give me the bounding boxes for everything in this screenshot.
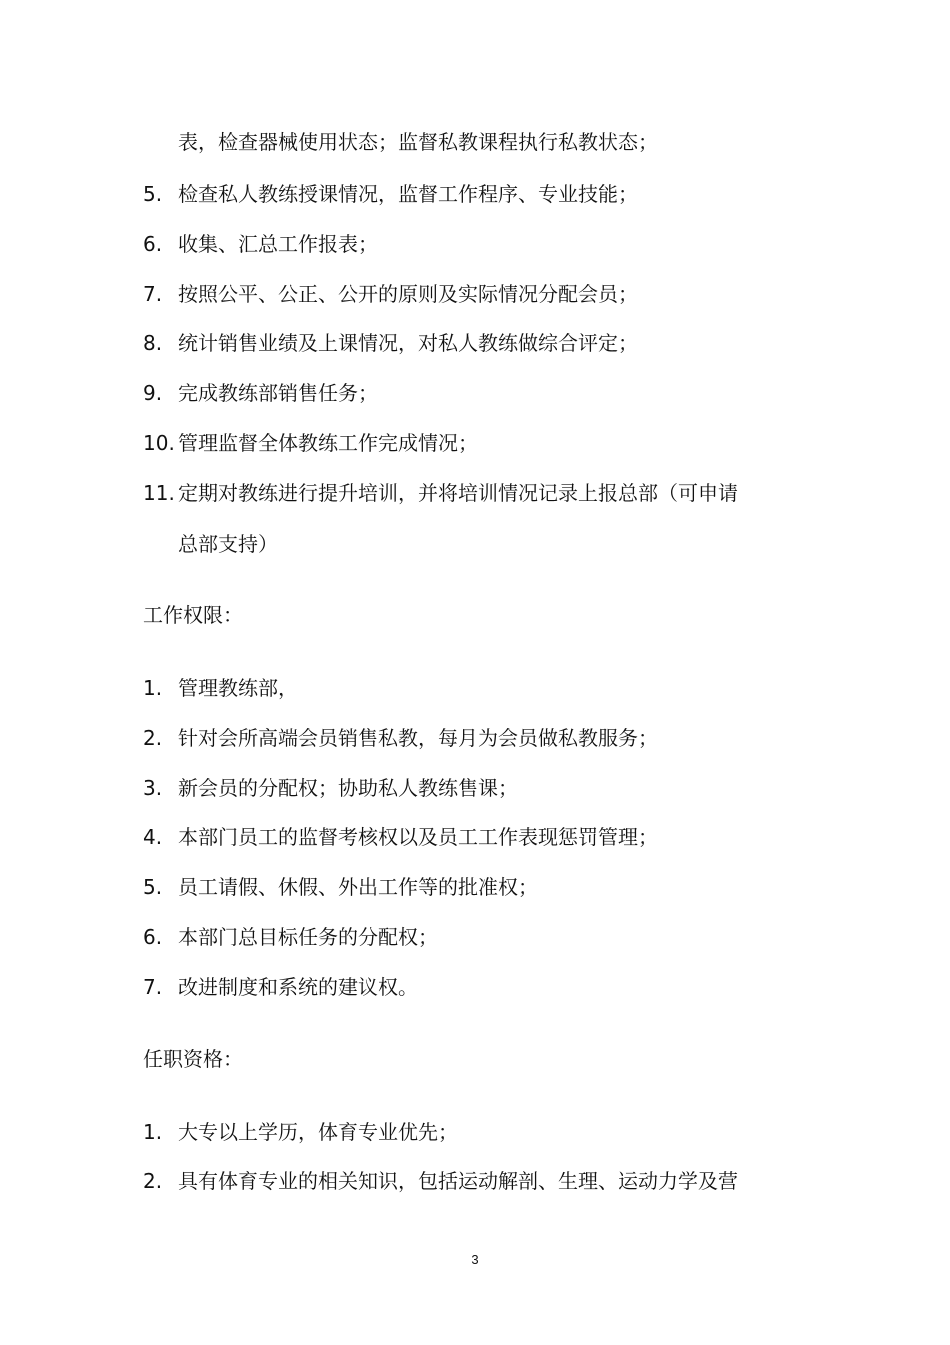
list-item-number: 6.	[143, 232, 163, 256]
list-item-number: 2.	[143, 726, 163, 750]
list-item-text: 针对会所高端会员销售私教，每月为会员做私教服务；	[178, 726, 658, 750]
list-item-text: 检查私人教练授课情况，监督工作程序、专业技能；	[178, 182, 638, 206]
list-item-number: 10.	[143, 431, 175, 455]
section-heading: 工作权限：	[143, 603, 243, 627]
list-item-text: 管理教练部，	[178, 676, 298, 700]
list-item-number: 9.	[143, 381, 163, 405]
page-number: 3	[471, 1252, 479, 1267]
list-item-text: 员工请假、休假、外出工作等的批准权；	[178, 875, 538, 899]
list-item-text: 统计销售业绩及上课情况，对私人教练做综合评定；	[178, 331, 638, 355]
list-item-number: 3.	[143, 776, 163, 800]
list-item-number: 8.	[143, 331, 163, 355]
list-item-text: 本部门员工的监督考核权以及员工工作表现惩罚管理；	[178, 825, 658, 849]
list-item-text: 完成教练部销售任务；	[178, 381, 378, 405]
list-item-text: 表，检查器械使用状态；监督私教课程执行私教状态；	[178, 130, 658, 154]
list-item-number: 2.	[143, 1169, 163, 1193]
list-item-text: 新会员的分配权；协助私人教练售课；	[178, 776, 518, 800]
section-heading: 任职资格：	[143, 1047, 243, 1071]
list-item-text: 本部门总目标任务的分配权；	[178, 925, 438, 949]
list-item-number: 5.	[143, 182, 163, 206]
list-item-text: 改进制度和系统的建议权。	[178, 975, 418, 999]
list-item-number: 1.	[143, 676, 163, 700]
list-item-text: 收集、汇总工作报表；	[178, 232, 378, 256]
list-item-text: 按照公平、公正、公开的原则及实际情况分配会员；	[178, 282, 638, 306]
list-item-text: 具有体育专业的相关知识，包括运动解剖、生理、运动力学及营	[178, 1169, 738, 1193]
list-item-number: 1.	[143, 1120, 163, 1144]
list-item-number: 11.	[143, 481, 175, 505]
list-item-text: 总部支持）	[178, 532, 278, 556]
list-item-text: 定期对教练进行提升培训，并将培训情况记录上报总部（可申请	[178, 481, 738, 505]
list-item-number: 6.	[143, 925, 163, 949]
list-item-number: 4.	[143, 825, 163, 849]
list-item-text: 大专以上学历，体育专业优先；	[178, 1120, 458, 1144]
list-item-number: 5.	[143, 875, 163, 899]
list-item-text: 管理监督全体教练工作完成情况；	[178, 431, 478, 455]
list-item-number: 7.	[143, 282, 163, 306]
list-item-number: 7.	[143, 975, 163, 999]
